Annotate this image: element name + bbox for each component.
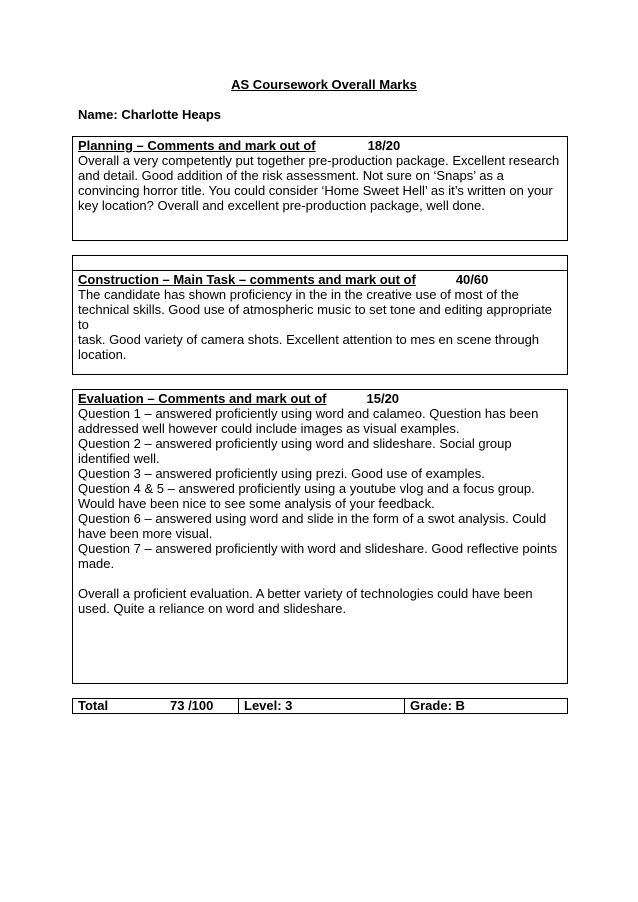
evaluation-comment-line: Would have been nice to see some analysis of your feedback. bbox=[78, 496, 435, 511]
construction-comment-line: task. Good variety of camera shots. Excellent attention to mes en scene through bbox=[78, 332, 540, 347]
grade-cell bbox=[405, 699, 567, 713]
planning-comment-line: key location? Overall and excellent pre-production package, well done. bbox=[78, 198, 485, 213]
empty-row bbox=[72, 255, 568, 271]
evaluation-section bbox=[72, 389, 568, 684]
evaluation-mark: 15/20 bbox=[366, 391, 400, 406]
evaluation-comment-line: have been more visual. bbox=[78, 526, 213, 541]
total-cell bbox=[73, 699, 239, 713]
evaluation-comment-line: Question 3 – answered proficiently using prezi. Good use of examples. bbox=[78, 466, 485, 481]
construction-comment-line: technical skills. Good use of atmospheric music to set tone and editing appropriate to bbox=[78, 302, 553, 332]
evaluation-comment-line: identified well. bbox=[78, 451, 160, 466]
evaluation-summary-line: Overall a proficient evaluation. A better variety of technologies could have been bbox=[78, 586, 533, 601]
blank-line bbox=[78, 571, 562, 586]
total-label: Total bbox=[78, 698, 109, 713]
evaluation-comment-line: addressed well however could include images as visual examples. bbox=[78, 421, 460, 436]
evaluation-comment-line: Question 6 – answered using word and slide in the form of a swot analysis. Could bbox=[78, 511, 547, 526]
construction-comment-line: The candidate has shown proficiency in the in the creative use of most of the bbox=[78, 287, 519, 302]
student-name: Name: Charlotte Heaps bbox=[78, 107, 222, 122]
grade-value: Grade: B bbox=[410, 698, 465, 713]
evaluation-summary-line: used. Quite a reliance on word and slideshare. bbox=[78, 601, 347, 616]
construction-heading-label: Construction – Main Task – comments and mark out of bbox=[78, 272, 416, 287]
planning-section bbox=[72, 136, 568, 241]
construction-section bbox=[72, 270, 568, 375]
level-value: Level: 3 bbox=[244, 698, 293, 713]
planning-comment-line: convincing horror title. You could consider ‘Home Sweet Hell’ as it’s written on your bbox=[78, 183, 553, 198]
evaluation-comment-line: made. bbox=[78, 556, 115, 571]
totals-row bbox=[72, 698, 568, 714]
planning-mark: 18/20 bbox=[367, 138, 401, 153]
document-title: AS Coursework Overall Marks bbox=[231, 77, 417, 92]
evaluation-comment-line: Question 1 – answered proficiently using word and calameo. Question has been bbox=[78, 406, 539, 421]
evaluation-comment-line: Question 2 – answered proficiently using word and slideshare. Social group bbox=[78, 436, 512, 451]
planning-comment-line: Overall a very competently put together pre-production package. Excellent research bbox=[78, 153, 560, 168]
evaluation-comment-line: Question 7 – answered proficiently with word and slideshare. Good reflective points bbox=[78, 541, 558, 556]
construction-heading bbox=[78, 272, 562, 287]
planning-heading bbox=[78, 138, 562, 153]
level-cell bbox=[239, 699, 405, 713]
evaluation-comment-line: Question 4 & 5 – answered proficiently using a youtube vlog and a focus group. bbox=[78, 481, 535, 496]
evaluation-heading bbox=[78, 391, 562, 406]
planning-heading-label: Planning – Comments and mark out of bbox=[78, 138, 316, 153]
construction-mark: 40/60 bbox=[455, 272, 489, 287]
planning-comment-line: and detail. Good addition of the risk assessment. Not sure on ‘Snaps’ as a bbox=[78, 168, 504, 183]
construction-comment-line: location. bbox=[78, 347, 127, 362]
evaluation-heading-label: Evaluation – Comments and mark out of bbox=[78, 391, 327, 406]
total-score: 73 /100 bbox=[170, 698, 214, 713]
